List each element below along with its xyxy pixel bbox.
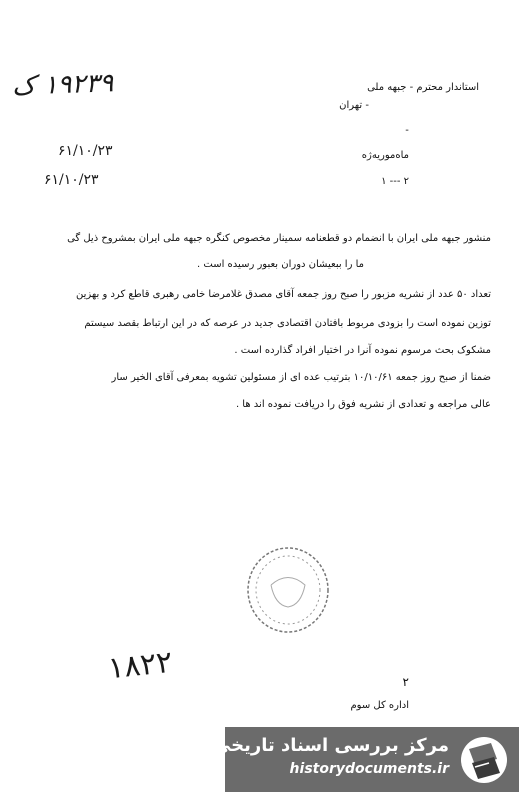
watermark-url: historydocuments.ir [289,761,449,777]
body-line: تعداد ۵۰ عدد از نشریه مزبور را صبح روز جمعه آقای مصدق غلامرضا خامی رهبری قاطع کرد و بهزین [75,289,491,300]
body-line: ما را ببعیشان دوران بعبور رسیده است . [197,259,364,270]
handwritten-page-number: ۱۸۲۲ [106,644,175,687]
seal-icon [243,545,333,635]
watermark-title: مرکز بررسی اسناد تاریخی [212,735,449,756]
body-line: عالی مراجعه و تعدادی از نشریه فوق را دریافت نموده اند ها . [235,399,491,410]
body-line: مشکوک بحث مرسوم نموده آنرا در اختیار افراد گذارده است . [234,345,491,356]
subject-label: ماه‌موریه‌ژه [361,150,409,161]
page-mark: ۲ [402,675,409,689]
archive-logo-icon [459,735,509,785]
date-stamp-1: ۶۱/۱۰/۲۳ [58,143,113,159]
header-dash: - [405,125,409,136]
body-line: ضمنا از صبح روز جمعه ۱۰/۱۰/۶۱ بترتیب عده ای از مسئولین تشویه بمعرفی آقای الخیر سار [111,372,491,383]
archive-watermark-banner [212,727,519,792]
body-line: منشور جبهه ملی ایران با انضمام دو قطعنامه سمینار مخصوص کنگره جبهه ملی ایران بمشروح ذیل گی [67,233,491,244]
office-signature: اداره کل سوم [350,700,409,711]
date-stamp-2: ۶۱/۱۰/۲۳ [44,172,99,188]
handwritten-reference-number: ۱۹۲۳۹ ک [11,68,114,102]
recipient-line-1: استاندار محترم - جبهه ملی [367,82,479,93]
recipient-line-2: - تهران [339,100,369,111]
body-line: توزین نموده است را بزودی مربوط بافتادن اقتصادی جدید در عرصه که در این ارتباط بقصد سیستم [84,318,491,329]
official-seal [243,545,333,635]
subject-number: ۲ --- ۱ [381,176,409,187]
